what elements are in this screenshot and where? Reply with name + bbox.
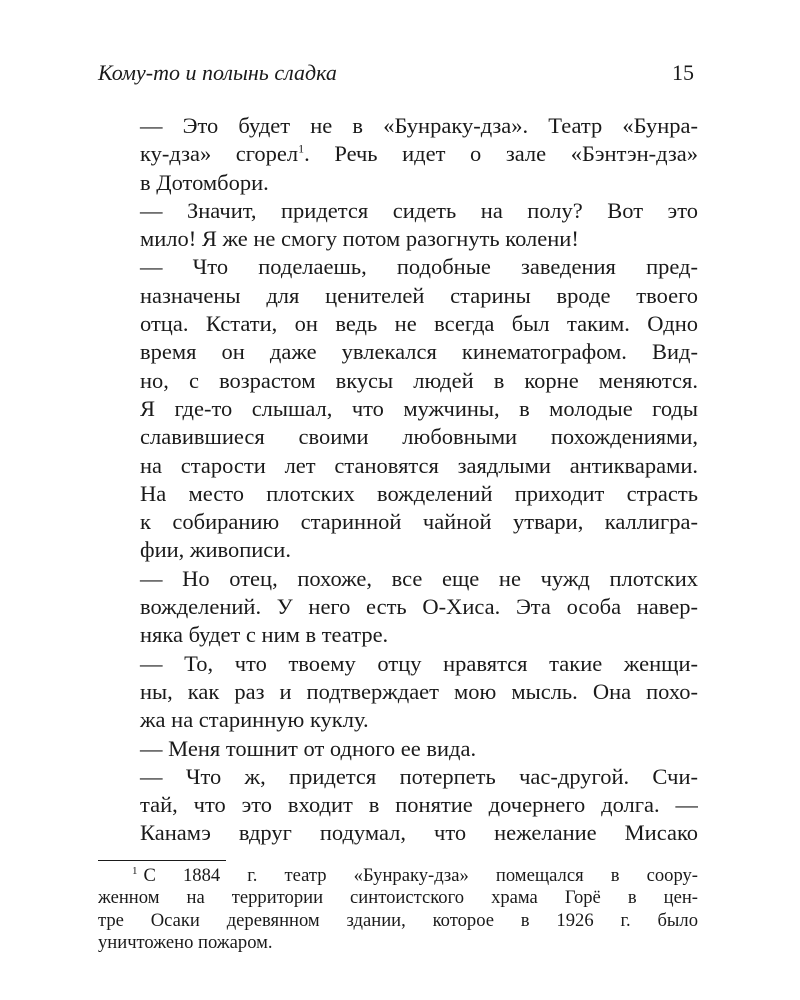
text-fragment: С 1884 г. театр «Бунраку-дза» помещался в соору-: [143, 864, 698, 886]
text-line: — Меня тошнит от одного ее вида.: [140, 735, 477, 761]
text-line: время он даже увлекался кинематографом. Вид-: [140, 339, 698, 365]
page-number: 15: [672, 60, 694, 85]
paragraph: [98, 112, 698, 197]
text-line: няка будет с ним в театре.: [140, 622, 389, 648]
footnote-divider: [98, 860, 226, 861]
running-title: Кому-то и полынь сладка: [98, 60, 337, 85]
text-line: тай, что это входит в понятие дочернего долга. —: [140, 792, 698, 818]
footnote-line: тре Осаки деревянном здании, которое в 1926 г. было: [98, 909, 698, 931]
text-line: фии, живописи.: [140, 537, 291, 563]
footnote-line: уничтожено пожаром.: [98, 932, 273, 954]
paragraph: [98, 197, 698, 254]
text-line: на старости лет становятся заядлыми антикварами.: [140, 452, 698, 478]
text-line: Канамэ вдруг подумал, что нежелание Мисако: [140, 820, 698, 846]
text-line: мило! Я же не смогу потом разогнуть колени!: [140, 226, 579, 252]
text-line: Я где-то слышал, что мужчины, в молодые годы: [140, 395, 698, 421]
text-line: — Но отец, похоже, все еще не чужд плотских: [140, 565, 698, 591]
body-text: [98, 112, 698, 848]
text-line: — То, что твоему отцу нравятся такие женщи-: [140, 650, 698, 676]
paragraph: [98, 253, 698, 564]
paragraph: [98, 565, 698, 650]
paragraph: [98, 735, 698, 763]
text-line: в Дотомбори.: [140, 169, 269, 195]
text-line: — Что поделаешь, подобные заведения пред-: [140, 254, 698, 280]
text-line: жа на старинную куклу.: [140, 707, 369, 733]
book-page: [98, 60, 698, 955]
text-fragment: . Речь идет о зале «Бэнтэн-дза»: [304, 141, 698, 167]
text-line: отца. Кстати, он ведь не всегда был таким. Одно: [140, 311, 698, 337]
text-line: к собиранию старинной чайной утвари, каллигра-: [140, 509, 698, 535]
text-line: [98, 140, 698, 168]
paragraph: [98, 650, 698, 735]
text-line: ны, как раз и подтверждает мою мысль. Она похо-: [140, 678, 698, 704]
footnote-reference[interactable]: 1: [298, 141, 305, 156]
text-line: назначены для ценителей старины вроде твоего: [140, 282, 698, 308]
text-line: славившиеся своими любовными похождениями,: [140, 424, 698, 450]
footnote: [98, 865, 698, 955]
footnote-mark: 1: [132, 864, 138, 877]
text-line: — Это будет не в «Бунраку-дза». Театр «Бунра-: [140, 113, 698, 138]
text-line: но, с возрастом вкусы людей в корне меняются.: [140, 367, 698, 393]
text-line: вожделений. У него есть О-Хиса. Эта особа навер-: [140, 594, 698, 620]
text-line: — Что ж, придется потерпеть час-другой. Счи-: [140, 763, 698, 789]
running-head: [98, 60, 698, 90]
text-line: — Значит, придется сидеть на полу? Вот это: [140, 197, 698, 223]
footnote-line: женном на территории синтоистского храма Горё в цен-: [98, 887, 698, 909]
text-fragment: ку-дза» сгорел: [140, 141, 299, 167]
paragraph: [98, 763, 698, 848]
text-line: На место плотских вожделений приходит страсть: [140, 480, 698, 506]
footnote-line: [98, 865, 698, 888]
